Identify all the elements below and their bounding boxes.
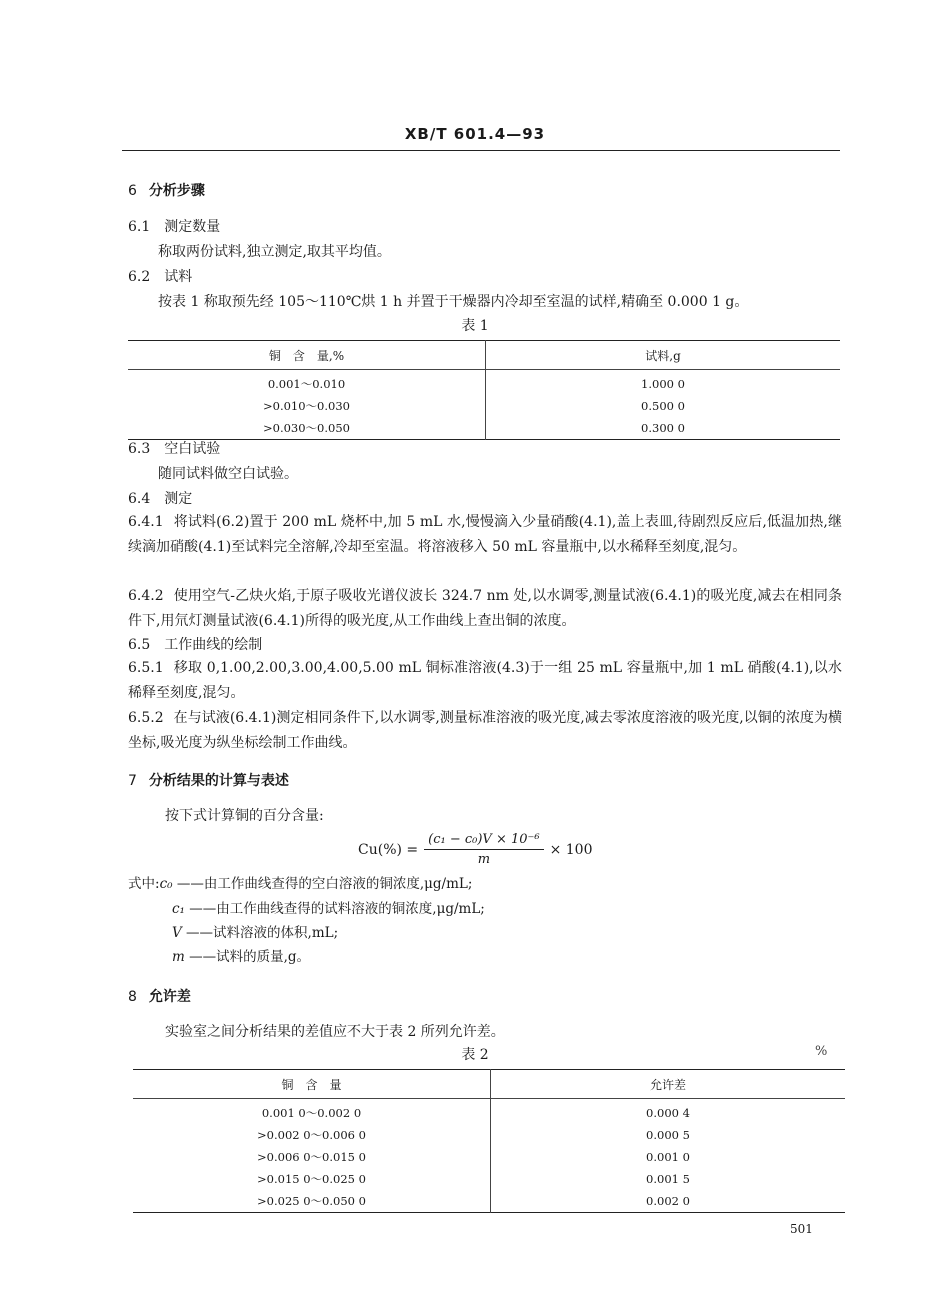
section-title: 工作曲线的绘制	[164, 637, 263, 653]
section-6-4-1-paragraph	[128, 510, 842, 560]
clause-number: 6.5.1	[128, 660, 164, 676]
variable-line	[172, 897, 485, 917]
variable-line	[172, 945, 310, 965]
section-number: 6.1	[128, 219, 151, 235]
variable-line	[128, 872, 472, 892]
section-title: 分析步骤	[148, 183, 205, 199]
table-cell: 0.500 0	[641, 399, 685, 413]
formula-lhs: Cu(%) =	[358, 841, 419, 858]
table-header-row	[128, 341, 840, 370]
table-cell: >0.006 0～0.015 0	[133, 1146, 491, 1168]
clause-number: 6.4.2	[128, 588, 164, 604]
copper-formula	[358, 832, 593, 867]
table-row	[133, 1168, 845, 1190]
page-number: 501	[790, 1222, 813, 1236]
variable-symbol: m	[172, 949, 185, 965]
section-title: 分析结果的计算与表述	[148, 773, 289, 789]
table-cell: 0.000 4	[646, 1106, 690, 1120]
table-1-caption: 表 1	[461, 318, 489, 334]
section-number: 6	[128, 183, 137, 199]
formula-intro: 按下式计算铜的百分含量:	[165, 808, 324, 824]
clause-text: 移取 0,1.00,2.00,3.00,4.00,5.00 mL 铜标准溶液(4.3)于一组 25 mL 容量瓶中,加 1 mL 硝酸(4.1),以水稀释至刻度,混匀。	[128, 660, 842, 701]
column-header: 试料,g	[645, 348, 681, 363]
table-cell: 0.002 0	[646, 1194, 690, 1208]
section-6-4-heading	[128, 488, 192, 508]
table-row	[133, 1190, 845, 1213]
table-header-row	[133, 1070, 845, 1099]
formula-numerator: (c₁ − c₀)V × 10⁻⁶	[424, 832, 543, 850]
table-cell: 0.001 0	[646, 1150, 690, 1164]
section-6-4-2-paragraph	[128, 584, 842, 634]
table-cell: >0.025 0～0.050 0	[133, 1190, 491, 1213]
section-number: 8	[128, 989, 137, 1005]
section-7-heading	[128, 770, 289, 790]
table-cell: 0.300 0	[641, 421, 685, 435]
section-8-text: 实验室之间分析结果的差值应不大于表 2 所列允许差。	[165, 1024, 505, 1040]
variables-prefix: 式中:	[128, 876, 160, 892]
column-header: 允许差	[649, 1077, 686, 1092]
section-number: 6.2	[128, 269, 151, 285]
column-header: 铜 含 量	[133, 1070, 491, 1099]
standard-code: XB/T 601.4—93	[404, 125, 546, 143]
variable-desc: ——由工作曲线查得的空白溶液的铜浓度,μg/mL;	[176, 876, 473, 892]
section-6-1-text: 称取两份试料,独立测定,取其平均值。	[158, 244, 391, 260]
section-title: 测定数量	[164, 219, 221, 235]
column-header: 铜 含 量,%	[128, 341, 486, 370]
variable-desc: ——由工作曲线查得的试料溶液的铜浓度,μg/mL;	[189, 901, 485, 917]
table-cell: 0.001 0～0.002 0	[133, 1099, 491, 1125]
table-1	[128, 340, 840, 440]
section-6-2-text: 按表 1 称取预先经 105～110℃烘 1 h 并置于干燥器内冷却至室温的试样,精确至 0.000 1 g。	[158, 294, 749, 310]
header-rule	[122, 150, 840, 151]
clause-text: 在与试液(6.4.1)测定相同条件下,以水调零,测量标准溶液的吸光度,减去零浓度溶液的吸光度,以铜的浓度为横坐标,吸光度为纵坐标绘制工作曲线。	[128, 710, 842, 751]
table-2	[133, 1069, 845, 1213]
section-6-3-heading	[128, 438, 220, 458]
formula-denominator: m	[477, 852, 491, 867]
clause-number: 6.5.2	[128, 710, 164, 726]
section-6-1-heading	[128, 216, 220, 236]
table-row	[133, 1146, 845, 1168]
clause-text: 将试料(6.2)置于 200 mL 烧杯中,加 5 mL 水,慢慢滴入少量硝酸(4.1),盖上表皿,待剧烈反应后,低温加热,继续滴加硝酸(4.1)至试料完全溶解,冷却至室温。将溶液移入 50 mL 容量瓶中,以水稀释至刻度,混匀。	[128, 514, 842, 555]
table-row	[133, 1124, 845, 1146]
section-6-heading	[128, 180, 205, 200]
table-cell: >0.010～0.030	[128, 395, 486, 417]
table-cell: 1.000 0	[641, 377, 685, 391]
table-2-unit: %	[815, 1044, 828, 1059]
clause-number: 6.4.1	[128, 514, 164, 530]
variable-desc: ——试料溶液的体积,mL;	[186, 925, 339, 941]
variable-symbol: c₁	[172, 901, 185, 917]
table-row	[128, 395, 840, 417]
section-6-5-2-paragraph	[128, 706, 842, 756]
section-number: 6.3	[128, 441, 151, 457]
section-6-2-heading	[128, 266, 192, 286]
table-row	[128, 417, 840, 440]
section-title: 试料	[164, 269, 193, 285]
variable-symbol: c₀	[159, 876, 173, 892]
variable-line	[172, 921, 338, 941]
table-cell: 0.001～0.010	[128, 370, 486, 396]
table-row	[133, 1099, 845, 1125]
variable-desc: ——试料的质量,g。	[189, 949, 311, 965]
section-6-5-heading	[128, 634, 262, 654]
section-title: 测定	[164, 491, 193, 507]
section-title: 允许差	[148, 989, 191, 1005]
table-cell: 0.001 5	[646, 1172, 690, 1186]
table-cell: >0.002 0～0.006 0	[133, 1124, 491, 1146]
table-row	[128, 370, 840, 396]
variable-symbol: V	[172, 925, 182, 941]
section-number: 7	[128, 773, 137, 789]
table-cell: >0.015 0～0.025 0	[133, 1168, 491, 1190]
section-title: 空白试验	[164, 441, 221, 457]
section-6-5-1-paragraph	[128, 656, 842, 706]
table-2-caption: 表 2	[461, 1047, 489, 1063]
section-number: 6.5	[128, 637, 151, 653]
section-8-heading	[128, 986, 191, 1006]
formula-fraction	[424, 832, 543, 867]
section-6-3-text: 随同试料做空白试验。	[158, 466, 298, 482]
table-cell: 0.000 5	[646, 1128, 690, 1142]
formula-rhs: × 100	[549, 841, 593, 858]
table-cell: >0.030～0.050	[128, 417, 486, 440]
section-number: 6.4	[128, 491, 151, 507]
clause-text: 使用空气-乙炔火焰,于原子吸收光谱仪波长 324.7 nm 处,以水调零,测量试液(6.4.1)的吸光度,减去在相同条件下,用氘灯测量试液(6.4.1)所得的吸光度,从工作曲线上查出铜的浓度。	[128, 588, 842, 629]
